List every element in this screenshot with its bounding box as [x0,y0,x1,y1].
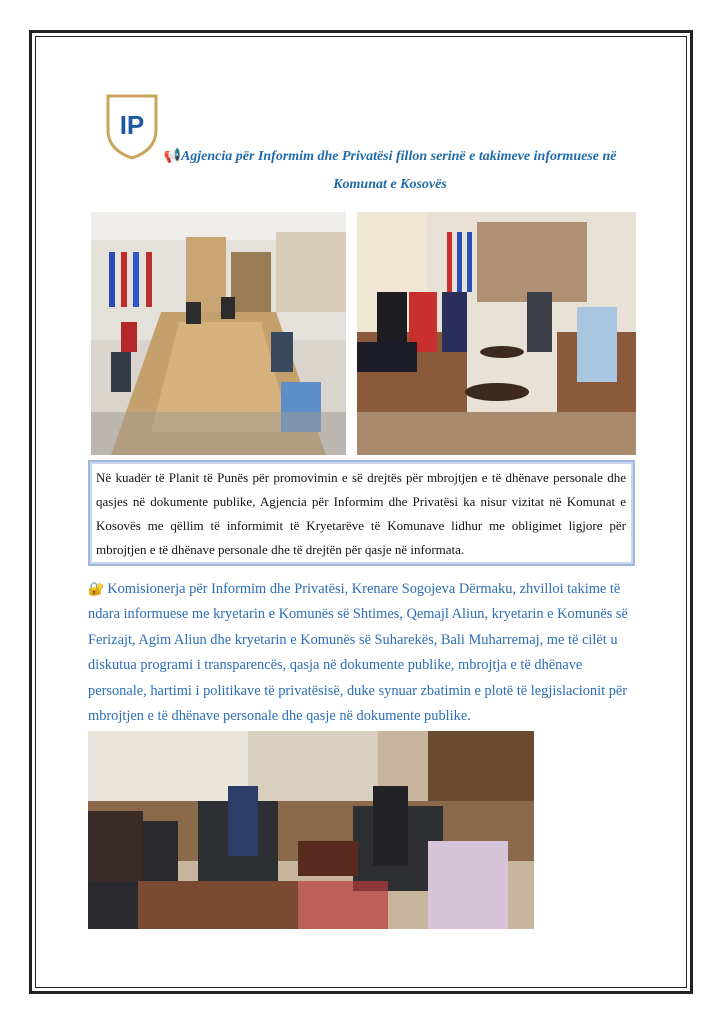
meeting-photo-mayor-office [357,212,636,455]
title-text: Agjencia për Informim dhe Privatësi fillon serinë e takimeve informuese në Komunat e Kosovës [180,149,617,192]
body-paragraph [88,576,636,729]
meeting-photo-sofa [88,731,534,929]
lock-key-icon: 🔐 [88,581,105,596]
svg-text:IP: IP [119,110,145,140]
intro-paragraph: Në kuadër të Planit të Punës për promovimin e së drejtës për mbrojtjen e të dhënave personale dhe qasjes në dokumente publike, Agjencia për Informim dhe Privatësi ka nisur vizitat në Komunat e Kosovës me qëllim të informimit të Kryetarëve të Komunave lidhur me obligimet ligjore për mbrojtjen e të dhënave personale dhe të drejtën për qasje në informata. [96,470,626,557]
meeting-photo-conference-room [91,212,346,455]
body-text: Komisionerja për Informim dhe Privatësi, Krenare Sogojeva Dërmaku, zhvilloi takime të ndara informuese me kryetarin e Komunës së Shtimes, Qemajl Aliun, kryetarin e Komunës së Ferizajt, Agim Aliun dhe kryetarin e Komunës së Suharekës, Bali Muharremaj, me të cilët u diskutua programi i transparencës, qasja në dokumente publike, mbrojtja e të dhënave personale, hartimi i politikave të privatësisë, duke synuar zbatimin e plotë të legjislacionit për mbrojtjen e të dhënave personale dhe qasje në dokumente publike. [88,581,628,725]
page-title [150,143,630,199]
megaphone-icon: 📢 [163,149,181,164]
